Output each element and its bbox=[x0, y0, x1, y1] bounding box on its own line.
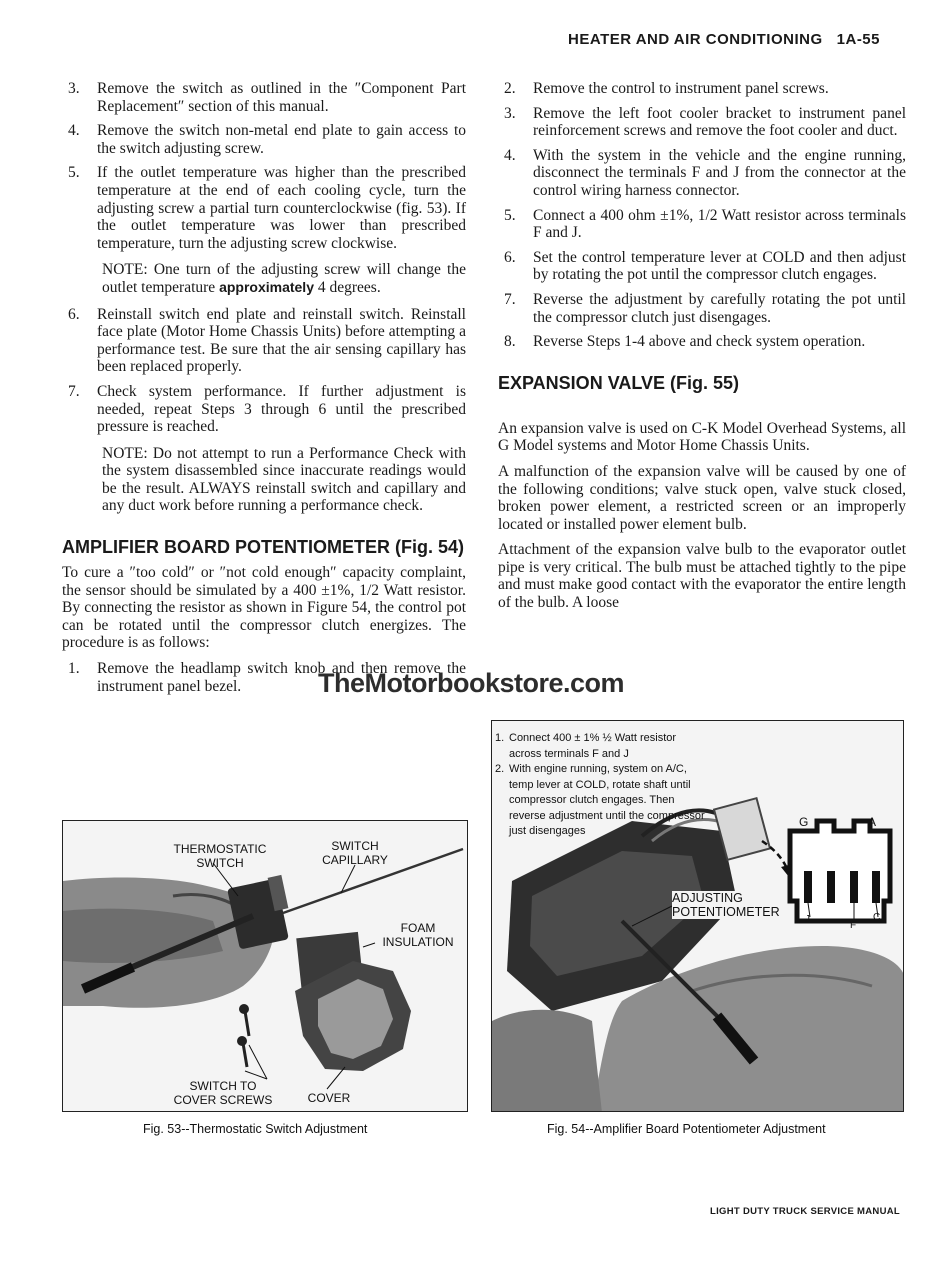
left-column bbox=[62, 80, 466, 702]
figure-53-caption: Fig. 53--Thermostatic Switch Adjustment bbox=[143, 1122, 368, 1136]
label-switch-to-cover-screws: SWITCH TO COVER SCREWS bbox=[173, 1079, 273, 1107]
step-number: 7. bbox=[68, 382, 80, 400]
step-item bbox=[498, 105, 906, 140]
label-foam-insulation: FOAM INSULATION bbox=[382, 921, 454, 949]
section-heading-expansion-valve: EXPANSION VALVE (Fig. 55) bbox=[498, 372, 740, 393]
note-adjusting-screw bbox=[102, 261, 466, 296]
paragraph: To cure a ″too cold″ or ″not cold enough″ capacity complaint, the sensor should be simulated by a 400 ±1%, 1/2 Watt resistor. By connecting the resistor as shown in Figure 54, the control pot can be rotated until the compressor clutch energizes. The procedure is as follows: bbox=[62, 564, 466, 652]
step-number: 5. bbox=[68, 164, 80, 182]
step-text: Set the control temperature lever at COLD and then adjust by rotating the pot until the compressor clutch engages. bbox=[533, 248, 906, 284]
step-item bbox=[498, 80, 906, 98]
step-number: 8. bbox=[504, 333, 516, 351]
step-item bbox=[62, 306, 466, 376]
step-item bbox=[62, 660, 466, 695]
step-number: 5. bbox=[504, 206, 516, 224]
label-adjusting-potentiometer: ADJUSTING POTENTIOMETER bbox=[672, 891, 784, 919]
step-item bbox=[498, 291, 906, 326]
section-title: HEATER AND AIR CONDITIONING bbox=[568, 31, 823, 48]
step-number: 4. bbox=[68, 122, 80, 140]
step-item bbox=[498, 333, 906, 351]
instruction-text: Connect 400 ± 1% ½ Watt resistor across terminals F and J bbox=[509, 732, 677, 760]
paragraph: A malfunction of the expansion valve will be caused by one of the following conditions; valve stuck open, valve stuck closed, broken power element, a restricted screen or an improperly located or installed power element bulb. bbox=[498, 462, 906, 533]
step-text: If the outlet temperature was higher than the prescribed temperature at the end of each cooling cycle, turn the adjusting screw a partial turn counterclockwise (fig. 53). If the outlet temperature was lower than prescribed temperature, turn the adjusting screw clockwise. bbox=[97, 164, 466, 252]
step-item bbox=[498, 207, 906, 242]
label-terminal-c: C bbox=[873, 912, 881, 923]
page-footer: LIGHT DUTY TRUCK SERVICE MANUAL bbox=[710, 1206, 900, 1217]
step-text: Reinstall switch end plate and reinstall switch. Reinstall face plate (Motor Home Chassis Units) before attempting a performance test. Be sure that the air sensing capillary has been replaced properly. bbox=[97, 305, 466, 376]
label-thermostatic-switch: THERMOSTATIC SWITCH bbox=[173, 842, 267, 870]
figure-54-caption: Fig. 54--Amplifier Board Potentiometer Adjustment bbox=[547, 1122, 826, 1136]
step-item bbox=[62, 383, 466, 436]
page-header bbox=[568, 31, 880, 48]
figure-53-thermostatic-switch bbox=[62, 820, 468, 1112]
step-item bbox=[62, 80, 466, 115]
step-number: 6. bbox=[68, 305, 80, 323]
step-text: Reverse the adjustment by carefully rotating the pot until the compressor clutch just disengages. bbox=[533, 290, 906, 326]
step-number: 7. bbox=[504, 290, 516, 308]
step-item bbox=[62, 164, 466, 252]
step-number: 2. bbox=[504, 80, 516, 97]
page-number: 1A-55 bbox=[836, 31, 880, 48]
watermark: TheMotorbookstore.com bbox=[318, 668, 625, 698]
paragraph: Attachment of the expansion valve bulb to the evaporator outlet pipe is very critical. The bulb must be attached tightly to the pipe and must make good contact with the evaporator the entire length of the bulb. A loose bbox=[498, 541, 906, 612]
step-item bbox=[498, 249, 906, 284]
step-text: Remove the control to instrument panel screws. bbox=[533, 80, 829, 97]
instruction-text: With engine running, system on A/C, temp lever at COLD, rotate shaft until compressor clutch engages. Then reverse adjustment until the compressor just disengages bbox=[509, 763, 705, 837]
label-cover: COVER bbox=[307, 1091, 351, 1105]
label-switch-capillary: SWITCH CAPILLARY bbox=[322, 839, 388, 867]
step-number: 3. bbox=[504, 104, 516, 122]
note-performance-check: NOTE: Do not attempt to run a Performance Check with the system disassembled since inaccurate readings would be the result. ALWAYS reinstall switch and capillary and any duct work before running a performance check. bbox=[102, 444, 466, 515]
step-text: Remove the switch as outlined in the ″Component Part Replacement″ section of this manual. bbox=[97, 80, 466, 115]
step-number: 1. bbox=[68, 660, 80, 678]
instruction-item bbox=[495, 731, 710, 762]
instruction-number: 2. bbox=[495, 763, 505, 775]
note-text: 4 degrees. bbox=[314, 278, 381, 296]
figure-54-amplifier-potentiometer bbox=[491, 720, 904, 1112]
step-text: With the system in the vehicle and the engine running, disconnect the terminals F and J from the connector at the control wiring harness connector. bbox=[533, 146, 906, 199]
step-text: Remove the left foot cooler bracket to instrument panel reinforcement screws and remove the foot cooler and duct. bbox=[533, 104, 906, 140]
note-text: NOTE: One turn of the adjusting screw will change the outlet temperature bbox=[102, 261, 466, 296]
step-text: Reverse Steps 1-4 above and check system operation. bbox=[533, 333, 866, 351]
instruction-item bbox=[495, 762, 710, 840]
label-terminal-g: G bbox=[799, 815, 809, 829]
step-item bbox=[498, 147, 906, 200]
step-number: 4. bbox=[504, 146, 516, 164]
note-bold-text: approximately bbox=[219, 278, 314, 295]
step-number: 6. bbox=[504, 248, 516, 266]
step-text: Remove the headlamp switch knob and then remove the instrument panel bezel. bbox=[97, 660, 466, 695]
instructions-box bbox=[495, 731, 710, 840]
step-text: Connect a 400 ohm ±1%, 1/2 Watt resistor across terminals F and J. bbox=[533, 206, 906, 242]
label-terminal-a: A bbox=[868, 815, 877, 829]
section-heading-amplifier: AMPLIFIER BOARD POTENTIOMETER (Fig. 54) bbox=[62, 537, 465, 558]
label-terminal-j: J bbox=[805, 914, 810, 925]
step-item bbox=[62, 122, 466, 157]
paragraph: An expansion valve is used on C-K Model Overhead Systems, all G Model systems and Motor Home Chassis Units. bbox=[498, 419, 906, 455]
step-text: Check system performance. If further adjustment is needed, repeat Steps 3 through 6 until the prescribed pressure is reached. bbox=[97, 382, 466, 436]
step-number: 3. bbox=[68, 80, 80, 97]
label-terminal-f: F bbox=[850, 920, 857, 931]
right-column bbox=[498, 80, 906, 620]
instruction-number: 1. bbox=[495, 732, 505, 744]
step-text: Remove the switch non-metal end plate to gain access to the switch adjusting screw. bbox=[97, 122, 466, 157]
